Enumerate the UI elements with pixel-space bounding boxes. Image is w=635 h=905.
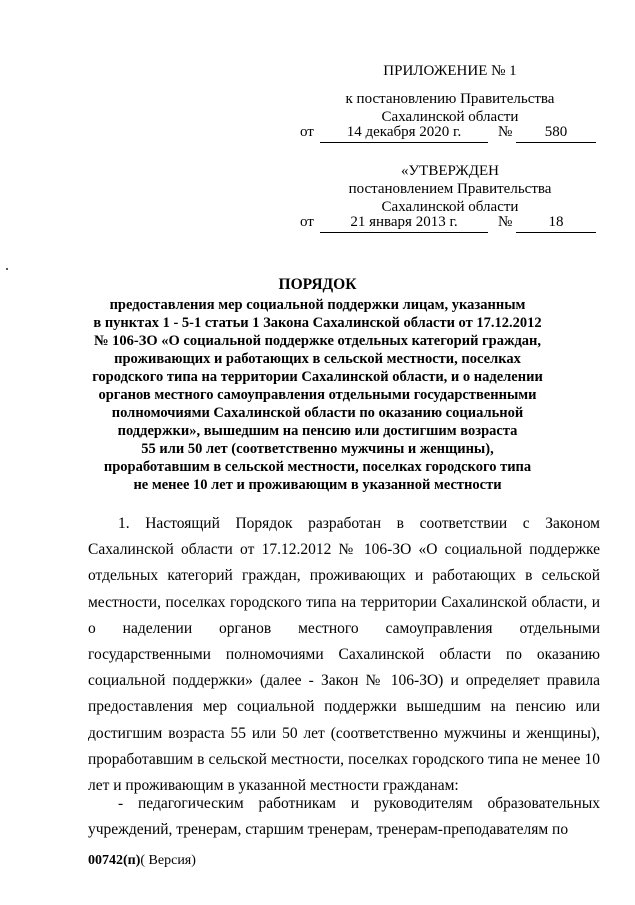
paragraph-2: - педагогическим работникам и руководителям образовательных учреждений, тренерам, старшим тренерам, тренерам-преподавателям по <box>88 795 600 839</box>
document-subtitle: предоставления мер социальной поддержки лицам, указанным в пунктах 1 - 5-1 статьи 1 Закона Сахалинской области от 17.12.2012 № 106-ЗО «О социальной поддержке отдельных категорий граждан, проживающих и работающих в сельской местности, поселках городского типа на территории Сахалинской области, и о наделении органов местного самоуправления отдельными государственными полномочиями Сахалинской области по оказанию социальной поддержки», вышедшим на пенсию или достигшим возраста 55 или 50 лет (соответственно мужчины и женщины), проработавшим в сельской местности, поселках городского типа не менее 10 лет и проживающим в указанной местности <box>92 297 543 493</box>
from-label: от <box>300 124 314 140</box>
number-sign: № <box>498 124 513 140</box>
document-title: ПОРЯДОК <box>278 276 357 293</box>
resolution-line-2020 <box>300 124 600 144</box>
scan-speck <box>6 268 8 270</box>
paragraph-1: 1. Настоящий Порядок разработан в соответствии с Законом Сахалинской области от 17.12.2012 № 106-ЗО «О социальной поддержке отдельных категорий граждан, проживающих и работающих в сельской местности, поселках городского типа на территории Сахалинской области, и о наделении органов местного самоуправления отдельными государственными полномочиями Сахалинской области по оказанию социальной поддержки» (далее - Закон № 106-ЗО) и определяет правила предоставления мер социальной поддержки вышедшим на пенсию или достигшим возраста 55 или 50 лет (соответственно мужчины и женщины), проработавшим в сельской местности, поселках городского типа не менее 10 лет и проживающим в указанной местности гражданам: <box>88 515 600 795</box>
version-label: ( Версия) <box>140 853 196 868</box>
appendix-title: ПРИЛОЖЕНИЕ № 1 <box>383 63 517 79</box>
from-label: от <box>300 214 314 230</box>
resolution-number: 18 <box>516 214 596 233</box>
number-sign: № <box>498 214 513 230</box>
appendix-to: к постановлению Правительства Сахалинской области <box>345 91 555 125</box>
resolution-date: 14 декабря 2020 г. <box>320 124 488 143</box>
footer <box>88 853 196 869</box>
resolution-date: 21 января 2013 г. <box>320 214 488 233</box>
resolution-line-2013 <box>300 214 600 234</box>
document-code: 00742(п) <box>88 853 141 868</box>
resolution-number: 580 <box>516 124 596 143</box>
approved-by: постановлением Правительства Сахалинской области <box>348 181 552 215</box>
approved-title: «УТВЕРЖДЕН <box>401 163 499 179</box>
